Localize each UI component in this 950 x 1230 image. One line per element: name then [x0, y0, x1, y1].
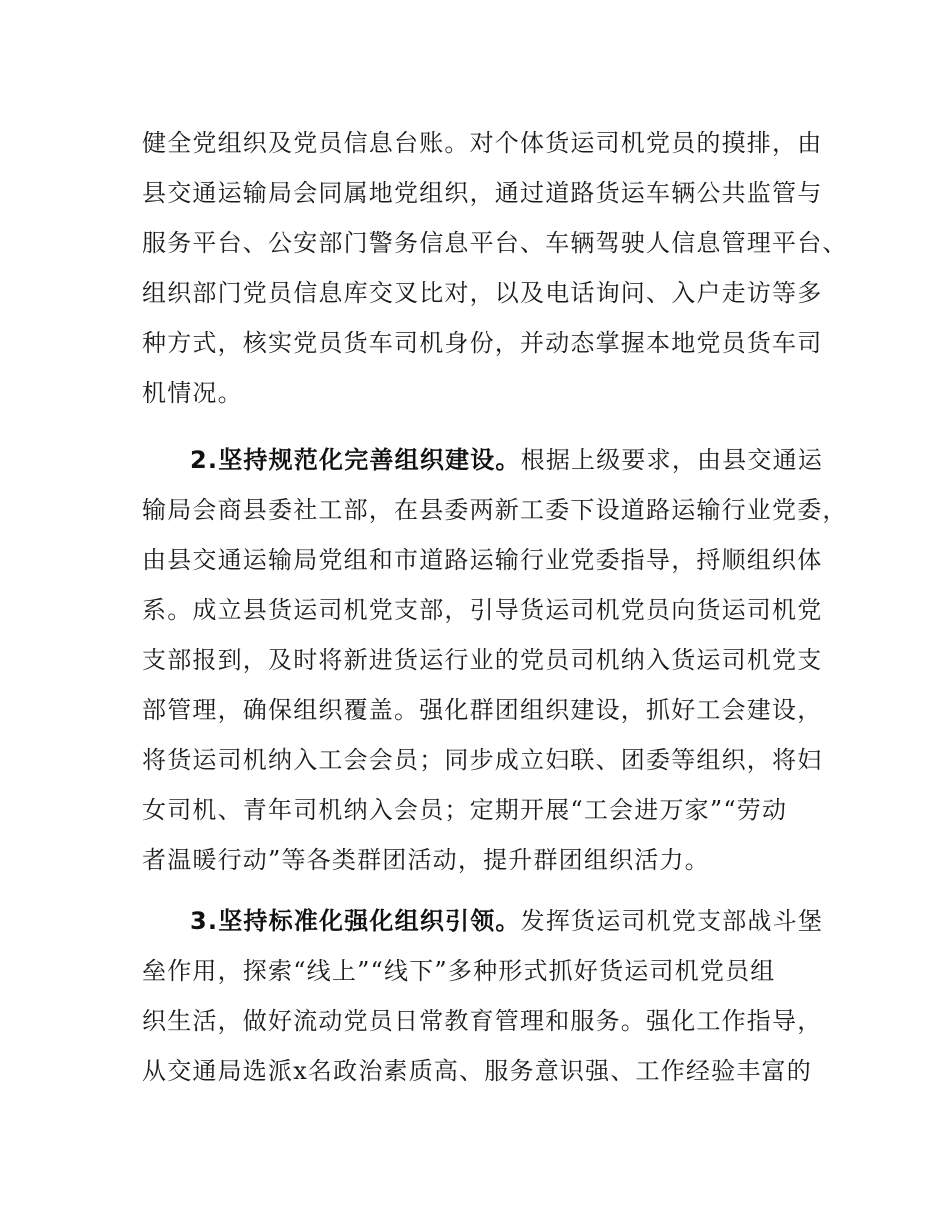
paragraph1-line-2: 县交通运输局会同属地党组织，通过道路货运车辆公共监管与	[142, 179, 823, 207]
paragraph2-line-8: 女司机、青年司机纳入会员；定期开展“工会进万家”“劳动	[142, 796, 788, 824]
paragraph2-heading: 2.坚持规范化完善组织建设。	[190, 446, 521, 474]
paragraph2-line-9: 者温暖行动”等各类群团活动，提升群团组织活力。	[142, 846, 710, 874]
paragraph1-line-3: 服务平台、公安部门警务信息平台、车辆驾驶人信息管理平台、	[142, 229, 848, 257]
paragraph1-line-5: 种方式，核实党员货车司机身份，并动态掌握本地党员货车司	[142, 329, 823, 357]
paragraph2-line-6: 部管理，确保组织覆盖。强化群团组织建设，抓好工会建设，	[142, 696, 823, 724]
paragraph2-line-2: 输局会商县委社工部，在县委两新工委下设道路运输行业党委，	[142, 496, 848, 524]
paragraph2-first-line-text: 根据上级要求，由县交通运	[520, 446, 824, 474]
paragraph2-first-line	[190, 445, 823, 475]
paragraph1-line-4: 组织部门党员信息库交叉比对，以及电话询问、入户走访等多	[142, 279, 823, 307]
paragraph3-line-3: 织生活，做好流动党员日常教育管理和服务。强化工作指导，	[142, 1007, 823, 1035]
paragraph3-first-line-text: 发挥货运司机党支部战斗堡	[520, 907, 824, 935]
paragraph3-first-line	[190, 906, 823, 936]
paragraph1-line-6: 机情况。	[142, 379, 243, 407]
paragraph3-heading: 3.坚持标准化强化组织引领。	[190, 907, 521, 935]
paragraph3-line-2: 垒作用，探索“线上”“线下”多种形式抓好货运司机党员组	[142, 957, 776, 985]
paragraph2-line-7: 将货运司机纳入工会会员；同步成立妇联、团委等组织，将妇	[142, 746, 823, 774]
paragraph2-line-3: 由县交通运输局党组和市道路运输行业党委指导，捋顺组织体	[142, 546, 823, 574]
paragraph1-line-1: 健全党组织及党员信息台账。对个体货运司机党员的摸排，由	[142, 129, 823, 157]
paragraph3-line-4: 从交通局选派x名政治素质高、服务意识强、工作经验丰富的	[142, 1057, 812, 1085]
paragraph2-line-4: 系。成立县货运司机党支部，引导货运司机党员向货运司机党	[142, 596, 823, 624]
paragraph2-line-5: 支部报到，及时将新进货运行业的党员司机纳入货运司机党支	[142, 646, 823, 674]
